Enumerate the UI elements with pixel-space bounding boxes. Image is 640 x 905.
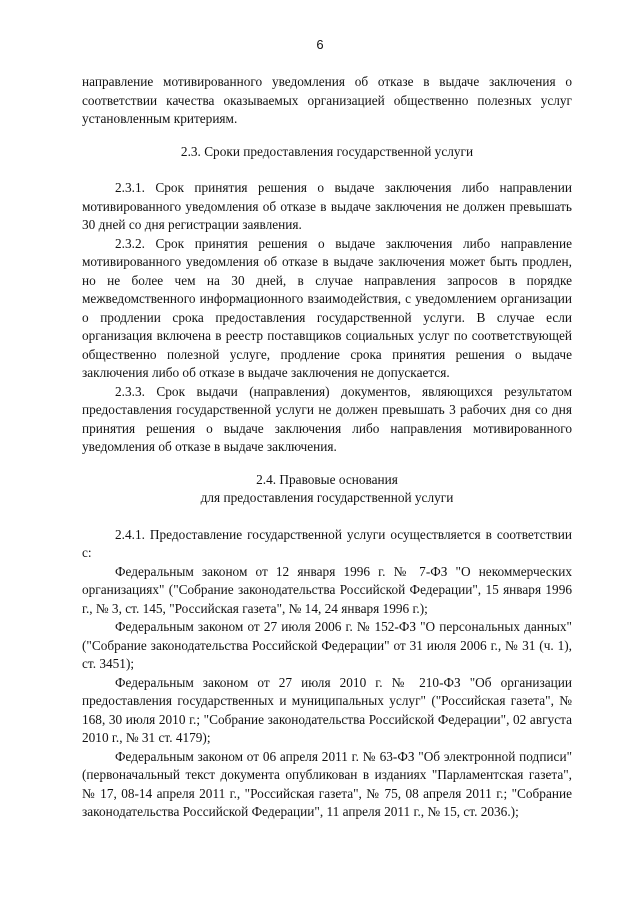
section-heading-2-3: 2.3. Сроки предоставления государственной услуги (180, 143, 474, 159)
section-heading-2-4 (82, 471, 572, 508)
paragraph-2-3-1: 2.3.1. Срок принятия решения о выдаче заключения либо направлении мотивированного уведомления об отказе в выдаче заключения не должен превышать 30 дней со дня регистрации заявления. (82, 180, 572, 232)
paragraph-2-3-3: 2.3.3. Срок выдачи (направления) документов, являющихся результатом предоставления государственной услуги не должен превышать 3 рабочих дня со дня принятия решения о выдаче заключения либо направления мотивированного уведомления об отказе в выдаче заключения. (82, 383, 572, 454)
law-item-210-fz: Федеральным законом от 27 июля 2010 г. № 210-ФЗ "Об организации предоставления государственных и муниципальных услуг" ("Российская газета", № 168, 30 июля 2010 г.; "Собрание законодательства Российской Федерации", 02 августа 2010 г., № 31 ст. 4179); (82, 674, 572, 745)
page-number: 6 (316, 37, 324, 52)
section-heading-2-4-line1: 2.4. Правовые основания (256, 471, 398, 487)
section-heading-2-4-line2: для предоставления государственной услуги (200, 490, 454, 505)
paragraph-2-4-1: 2.4.1. Предоставление государственной услуги осуществляется в соответствии с: (82, 526, 572, 560)
document-body (82, 73, 572, 822)
paragraph-2-3-2: 2.3.2. Срок принятия решения о выдаче заключения либо направление мотивированного уведомления об отказе в выдаче заключения может быть продлен, но не более чем на 30 дней, в случае направления запросов в порядке межведомственного информационного взаимодействия, с уведомлением организации о продлении срока предоставления государственной услуги. В случае если организация включена в реестр поставщиков социальных услуг по соответствующей общественно полезной услуге, продление срока принятия решения о выдаче заключения либо об отказе в выдаче заключения не допускается. (82, 235, 572, 380)
law-item-63-fz: Федеральным законом от 06 апреля 2011 г. № 63-ФЗ "Об электронной подписи" (первоначальный текст документа опубликован в изданиях "Парламентская газета", № 17, 08-14 апреля 2011 г., "Российская газета", № 75, 08 апреля 2011 г.; "Собрание законодательства Российской Федерации", 11 апреля 2011 г., № 15, ст. 2036.); (82, 748, 572, 819)
law-item-7-fz: Федеральным законом от 12 января 1996 г. № 7-ФЗ "О некоммерческих организациях" ("Собрание законодательства Российской Федерации", 15 января 1996 г., № 3, ст. 145, "Российская газета", № 14, 24 января 1996 г.); (82, 563, 572, 616)
law-item-152-fz: Федеральным законом от 27 июля 2006 г. № 152-ФЗ "О персональных данных" ("Собрание законодательства Российской Федерации" от 31 июля 2006 г., № 31 (ч. 1), ст. 3451); (82, 619, 572, 671)
paragraph-continuation: направление мотивированного уведомления об отказе в выдаче заключения о соответствии качества оказываемых организацией общественно полезных услуг установленным критериям. (82, 74, 572, 126)
